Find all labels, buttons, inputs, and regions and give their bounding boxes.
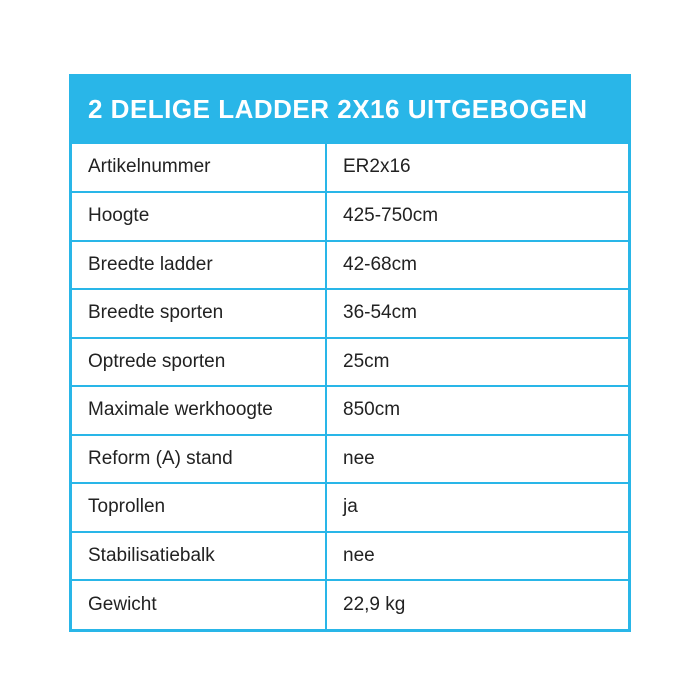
table-row [72,532,628,581]
spec-label: Reform (A) stand [72,435,326,484]
spec-value: nee [326,435,628,484]
spec-value: ja [326,483,628,532]
spec-label: Breedte sporten [72,289,326,338]
spec-label: Hoogte [72,192,326,241]
table-row [72,338,628,387]
spec-value: nee [326,532,628,581]
specification-table-body [72,144,628,629]
spec-label: Optrede sporten [72,338,326,387]
table-row [72,144,628,193]
table-row [72,289,628,338]
spec-label: Stabilisatiebalk [72,532,326,581]
table-row [72,386,628,435]
spec-value: 25cm [326,338,628,387]
spec-label: Gewicht [72,580,326,629]
spec-label: Artikelnummer [72,144,326,193]
table-row [72,241,628,290]
spec-value: 42-68cm [326,241,628,290]
card-title: 2 DELIGE LADDER 2X16 UITGEBOGEN [72,77,628,144]
spec-value: 425-750cm [326,192,628,241]
table-row [72,192,628,241]
table-row [72,435,628,484]
spec-label: Breedte ladder [72,241,326,290]
specification-card [69,74,631,632]
table-row [72,580,628,629]
spec-value: 850cm [326,386,628,435]
specification-table [72,144,628,629]
spec-value: ER2x16 [326,144,628,193]
spec-value: 36-54cm [326,289,628,338]
table-row [72,483,628,532]
spec-label: Maximale werkhoogte [72,386,326,435]
spec-value: 22,9 kg [343,593,406,615]
spec-label: Toprollen [72,483,326,532]
